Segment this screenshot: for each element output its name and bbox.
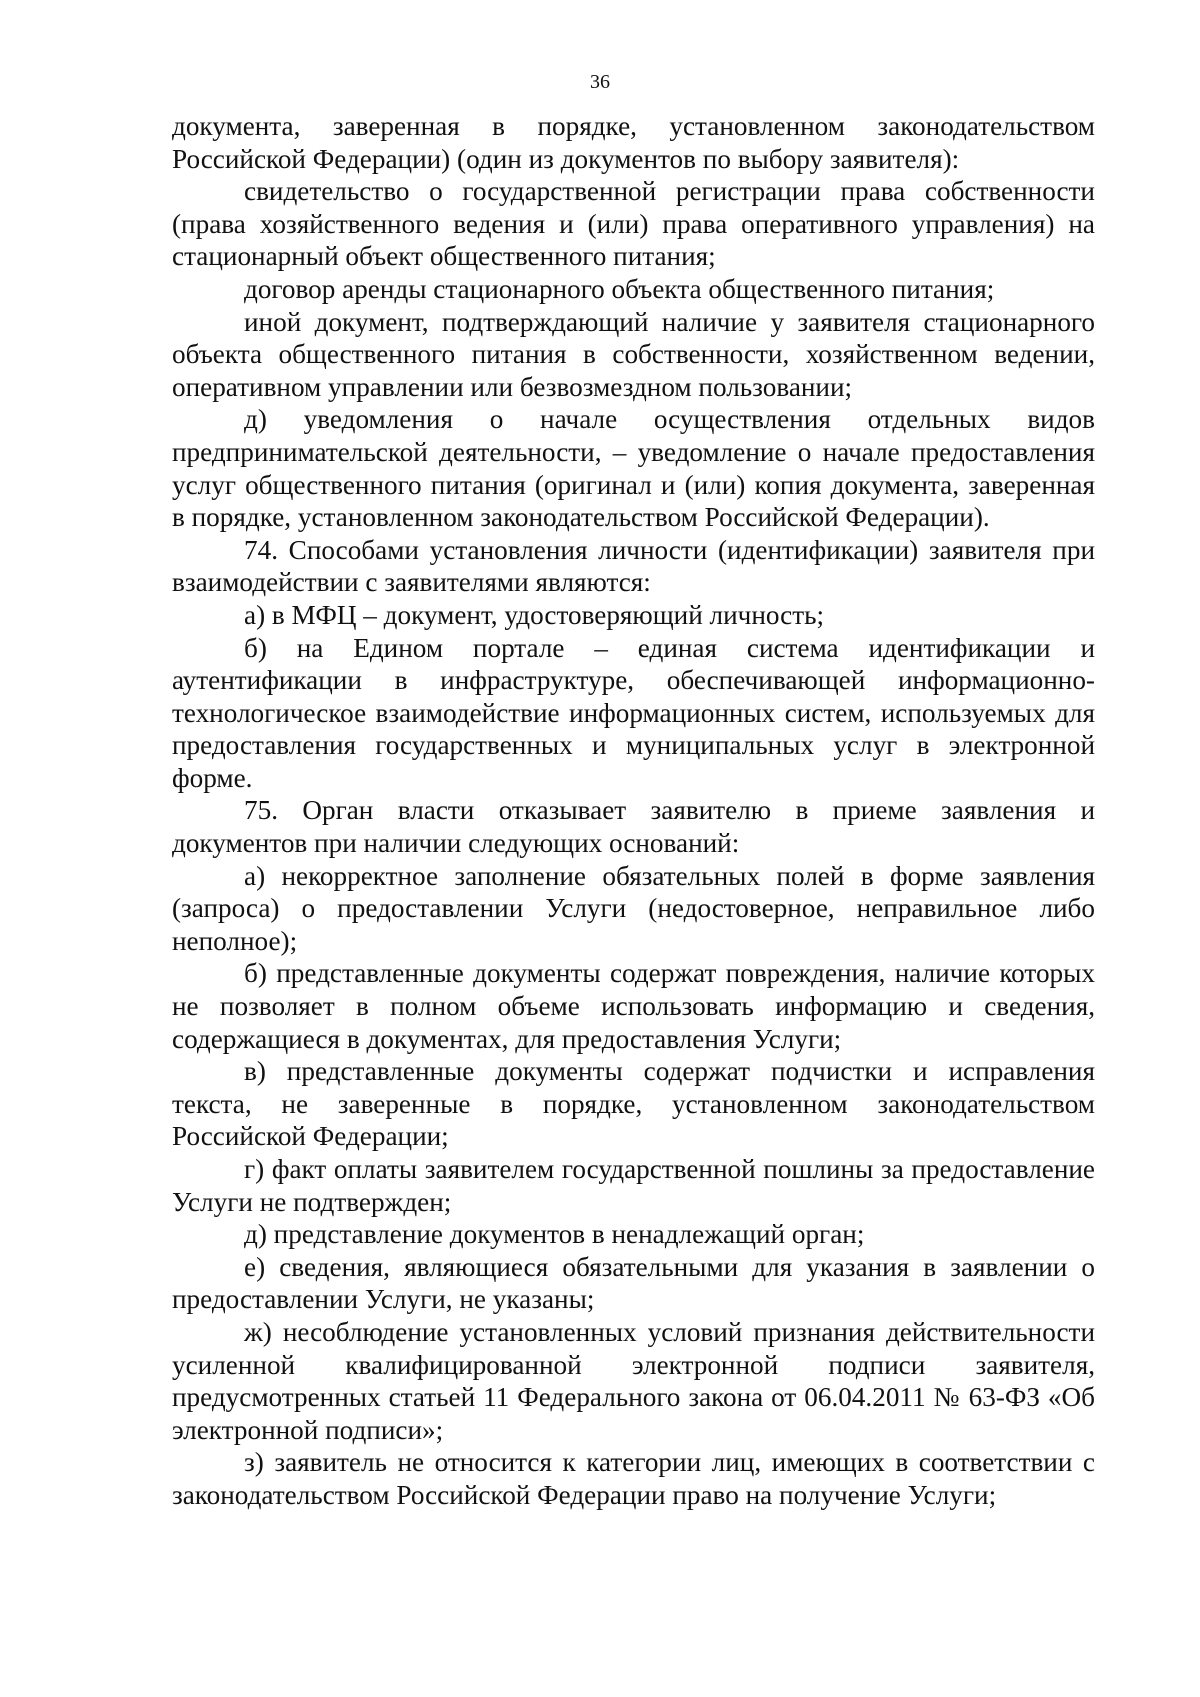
paragraph-item-z-category: з) заявитель не относится к категории лиц, имеющих в соответствии с законодательством Российской Федерации право на получение Услуги; <box>172 1447 1095 1510</box>
paragraph-item-a-incorrect-fields: а) некорректное заполнение обязательных полей в форме заявления (запроса) о предоставлении Услуги (недостоверное, неправильное либо неполное); <box>172 860 1095 956</box>
paragraph-item-d-notification: д) уведомления о начале осуществления отдельных видов предпринимательской деятельности, – уведомление о начале предоставления услуг общественного питания (оригинал и (или) копия документа, заверенная в порядке, установленном законодательством Российской Федерации). <box>172 404 1095 533</box>
paragraph-item-e-missing-info: е) сведения, являющиеся обязательными для указания в заявлении о предоставлении Услуги, не указаны; <box>172 1251 1095 1315</box>
paragraph-item-d-wrong-authority: д) представление документов в ненадлежащий орган; <box>244 1219 865 1250</box>
paragraph-clause-75: 75. Орган власти отказывает заявителю в приеме заявления и документов при наличии следующих оснований: <box>172 795 1095 859</box>
paragraph-continuation: документа, заверенная в порядке, установленном законодательством Российской Федерации) (один из документов по выбору заявителя): <box>172 111 1095 174</box>
paragraph-item-a-mfc: а) в МФЦ – документ, удостоверяющий личность; <box>244 599 825 630</box>
document-body <box>172 110 1095 1512</box>
paragraph-clause-74: 74. Способами установления личности (идентификации) заявителя при взаимодействии с заявителями являются: <box>172 534 1095 598</box>
paragraph-lease-agreement: договор аренды стационарного объекта общественного питания; <box>244 273 995 304</box>
paragraph-other-document: иной документ, подтверждающий наличие у заявителя стационарного объекта общественного питания в собственности, хозяйственном ведении, оперативном управлении или безвозмездном пользовании; <box>172 306 1095 402</box>
page-number: 36 <box>590 71 610 93</box>
paragraph-ownership-certificate: свидетельство о государственной регистрации права собственности (права хозяйственного ведения и (или) права оперативного управления) на стационарный объект общественного питания; <box>172 176 1095 272</box>
paragraph-item-g-fee: г) факт оплаты заявителем государственной пошлины за предоставление Услуги не подтвержден; <box>172 1154 1095 1217</box>
paragraph-item-b-damaged-documents: б) представленные документы содержат повреждения, наличие которых не позволяет в полном объеме использовать информацию и сведения, содержащиеся в документах, для предоставления Услуги; <box>172 958 1095 1054</box>
paragraph-item-v-corrections: в) представленные документы содержат подчистки и исправления текста, не заверенные в порядке, установленном законодательством Российской Федерации; <box>172 1056 1095 1152</box>
paragraph-item-zh-signature: ж) несоблюдение установленных условий признания действительности усиленной квалифицированной электронной подписи заявителя, предусмотренных статьей 11 Федерального закона от 06.04.2011 № 63-ФЗ «Об электронной подписи»; <box>172 1316 1095 1445</box>
paragraph-item-b-portal: б) на Едином портале – единая система идентификации и аутентификации в инфраструктуре, обеспечивающей информационно-технологическое взаимодействие информационных систем, используемых для предоставления государственных и муниципальных услуг в электронной форме. <box>172 632 1095 793</box>
